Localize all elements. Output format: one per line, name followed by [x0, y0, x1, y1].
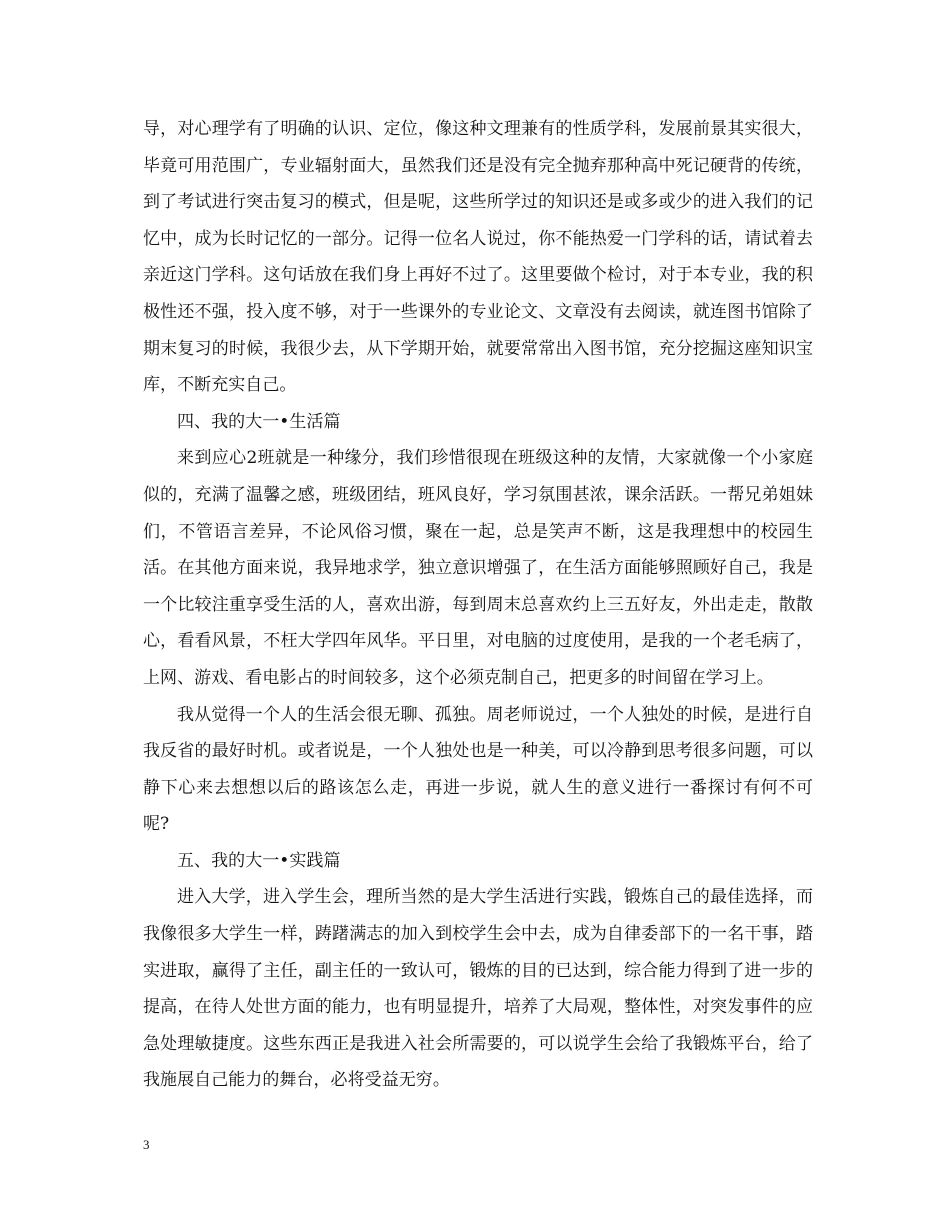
paragraph-class-life: 来到应心2班就是一种缘分，我们珍惜很现在班级这种的友情，大家就像一个小家庭似的，充满了温馨之感，班级团结，班风良好，学习氛围甚浓，课余活跃。一帮兄弟姐妹们，不管语言差异，不论风俗习惯，聚在一起，总是笑声不断，这是我理想中的校园生活。在其他方面来说，我异地求学，独立意识增强了，在生活方面能够照顾好自己，我是一个比较注重享受生活的人，喜欢出游，每到周末总喜欢约上三五好友，外出走走，散散心，看看风景，不枉大学四年风华。平日里，对电脑的过度使用，是我的一个老毛病了，上网、游戏、看电影占的时间较多，这个必须克制自己，把更多的时间留在学习上。 — [143, 448, 813, 688]
paragraph-solitude: 我从觉得一个人的生活会很无聊、孤独。周老师说过，一个人独处的时候，是进行自我反省的最好时机。或者说是，一个人独处也是一种美，可以冷静到思考很多问题，可以静下心来去想想以后的路该怎么走，再进一步说，就人生的意义进行一番探讨有何不可呢? — [143, 704, 813, 835]
section-heading-life: 四、我的大一•生活篇 — [177, 411, 341, 432]
section-heading-practice: 五、我的大一•实践篇 — [177, 850, 341, 871]
document-body — [143, 111, 813, 1099]
paragraph-continuation: 导，对心理学有了明确的认识、定位，像这种文理兼有的性质学科，发展前景其实很大，毕竟可用范围广，专业辐射面大，虽然我们还是没有完全抛弃那种高中死记硬背的传统，到了考试进行突击复习的模式，但是呢，这些所学过的知识还是或多或少的进入我们的记忆中，成为长时记忆的一部分。记得一位名人说过，你不能热爱一门学科的话，请试着去亲近这门学科。这句话放在我们身上再好不过了。这里要做个检讨，对于本专业，我的积极性还不强，投入度不够，对于一些课外的专业论文、文章没有去阅读，就连图书馆除了期末复习的时候，我很少去，从下学期开始，就要常常出入图书馆，充分挖掘这座知识宝库，不断充实自己。 — [143, 119, 813, 396]
paragraph-student-union: 进入大学，进入学生会，理所当然的是大学生活进行实践，锻炼自己的最佳选择，而我像很多大学生一样，踌躇满志的加入到校学生会中去，成为自律委部下的一名干事，踏实进取，赢得了主任，副主任的一致认可，锻炼的目的已达到，综合能力得到了进一步的提高，在待人处世方面的能力，也有明显提升，培养了大局观，整体性，对突发事件的应急处理敏捷度。这些东西正是我进入社会所需要的，可以说学生会给了我锻炼平台，给了我施展自己能力的舞台，必将受益无穷。 — [143, 887, 813, 1091]
page-number: 3 — [143, 1137, 150, 1152]
